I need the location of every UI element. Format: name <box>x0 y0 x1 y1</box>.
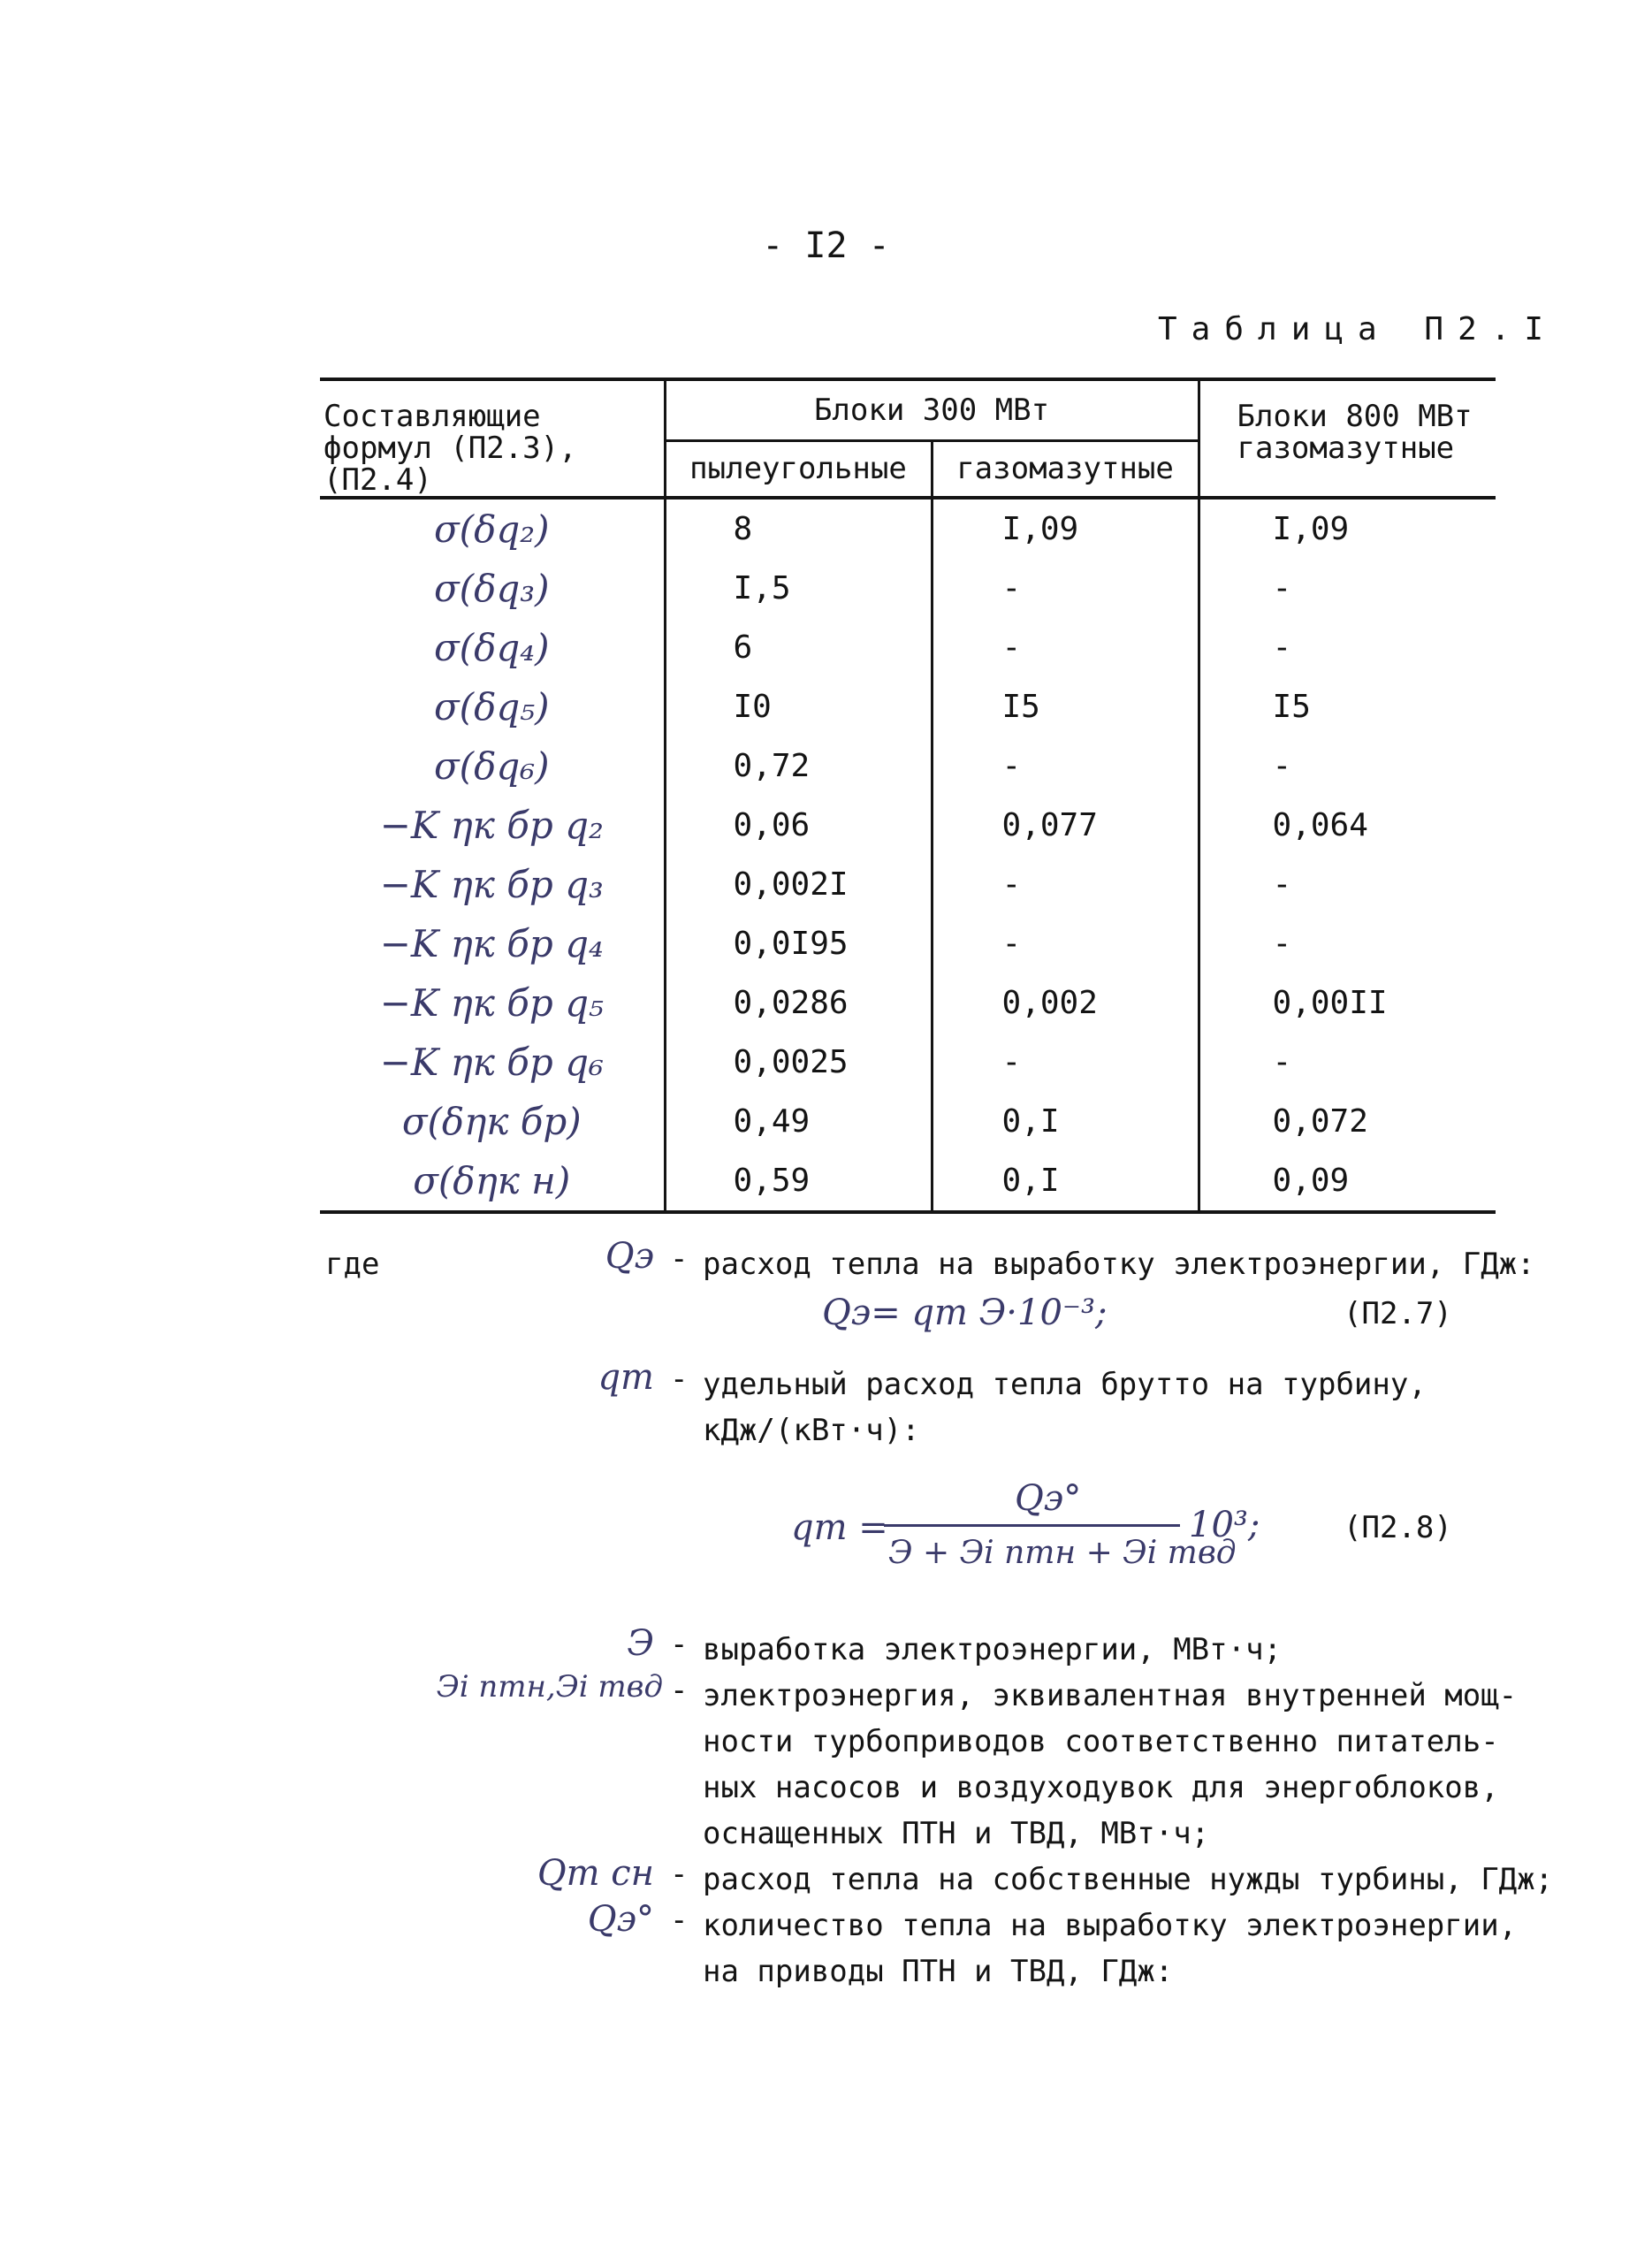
e-symbol: Э <box>627 1623 654 1664</box>
coal-value-cell: 0,59 <box>665 1151 932 1212</box>
component-cell: −K ηк бр q₂ <box>379 804 604 847</box>
component-cell: σ(δq₆) <box>434 744 550 788</box>
gas300-value-cell: - <box>932 914 1199 973</box>
gas800-value-cell: 0,09 <box>1199 1151 1496 1212</box>
table-row <box>320 973 1496 1033</box>
ei-description-line3: ных насосов и воздуходувок для энергоблоков, <box>703 1770 1499 1805</box>
page-number: - I2 - <box>762 225 890 266</box>
gas800-value-cell: - <box>1199 618 1496 677</box>
gas300-value-cell: 0,I <box>932 1092 1199 1151</box>
q-t-symbol: qт <box>598 1357 654 1398</box>
table-row <box>320 914 1496 973</box>
gas800-value-cell: I,09 <box>1199 498 1496 559</box>
ei-description-line4: оснащенных ПТН и ТВД, МВт·ч; <box>703 1816 1210 1851</box>
q-cn-symbol: Qт сн <box>537 1853 654 1894</box>
gas300-value-cell: 0,002 <box>932 973 1199 1033</box>
gas300-value-cell: - <box>932 618 1199 677</box>
q-cn-description: расход тепла на собственные нужды турбины, ГДж; <box>703 1862 1554 1897</box>
dash: - <box>670 1361 689 1397</box>
component-cell: σ(δηк бр) <box>401 1100 582 1143</box>
header-gas: газомазутные <box>932 440 1199 498</box>
formula-p2-8-number: (П2.8) <box>1344 1510 1452 1545</box>
formula-p2-7-number: (П2.7) <box>1344 1296 1452 1331</box>
dash: - <box>670 1627 689 1662</box>
table-row <box>320 1151 1496 1212</box>
q-zero-description-line2: на приводы ПТН и ТВД, ГДж: <box>703 1954 1174 1989</box>
dash: - <box>670 1673 689 1708</box>
e-description: выработка электроэнергии, МВт·ч; <box>703 1632 1283 1667</box>
coal-value-cell: 0,002I <box>665 855 932 914</box>
data-table <box>320 378 1496 1214</box>
gas800-value-cell: - <box>1199 559 1496 618</box>
gas300-value-cell: 0,I <box>932 1151 1199 1212</box>
table-row <box>320 1033 1496 1092</box>
gas800-value-cell: - <box>1199 736 1496 796</box>
coal-value-cell: 0,0286 <box>665 973 932 1033</box>
gas300-value-cell: - <box>932 1033 1199 1092</box>
ei-description-line2: ности турбоприводов соответственно питатель- <box>703 1724 1499 1759</box>
gas800-value-cell: 0,064 <box>1199 796 1496 855</box>
table-caption: Таблица П2.I <box>1158 311 1558 347</box>
gas300-value-cell: - <box>932 559 1199 618</box>
q-e-description: расход тепла на выработку электроэнергии, ГДж: <box>703 1247 1535 1282</box>
component-cell: σ(δq₅) <box>434 685 550 728</box>
formula-p2-8-lhs: qт = <box>791 1507 888 1548</box>
table-row <box>320 796 1496 855</box>
formula-p2-8-numerator: Qэ° <box>1015 1478 1082 1519</box>
component-cell: −K ηк бр q₄ <box>379 922 604 965</box>
q-e-symbol: Qэ <box>605 1236 654 1277</box>
gas300-value-cell: - <box>932 855 1199 914</box>
where-label: где <box>325 1247 380 1282</box>
component-cell: σ(δq₄) <box>434 626 550 669</box>
gas300-value-cell: I5 <box>932 677 1199 736</box>
gas800-value-cell: - <box>1199 855 1496 914</box>
coal-value-cell: 0,06 <box>665 796 932 855</box>
dash: - <box>670 1241 689 1277</box>
component-cell: σ(δq₃) <box>434 567 550 610</box>
table-row <box>320 498 1496 559</box>
header-coal: пылеугольные <box>665 440 932 498</box>
table-row <box>320 618 1496 677</box>
formula-p2-8-multiplier: 10³; <box>1189 1505 1260 1545</box>
dash: - <box>670 1857 689 1892</box>
component-cell: −K ηк бр q₆ <box>379 1041 604 1084</box>
coal-value-cell: I0 <box>665 677 932 736</box>
gas300-value-cell: - <box>932 736 1199 796</box>
ei-description-line1: электроэнергия, эквивалентная внутренней мощ- <box>703 1678 1518 1713</box>
gas300-value-cell: 0,077 <box>932 796 1199 855</box>
coal-value-cell: 0,49 <box>665 1092 932 1151</box>
q-t-description-line2: кДж/(кВт·ч): <box>703 1413 920 1448</box>
formula-p2-8-denominator: Э + Эi птн + Эi твд <box>888 1535 1237 1571</box>
gas300-value-cell: I,09 <box>932 498 1199 559</box>
gas800-value-cell: - <box>1199 1033 1496 1092</box>
table-row <box>320 855 1496 914</box>
component-cell: σ(δηк н) <box>413 1159 571 1202</box>
coal-value-cell: 0,0I95 <box>665 914 932 973</box>
gas800-value-cell: I5 <box>1199 677 1496 736</box>
component-cell: σ(δq₂) <box>434 507 550 551</box>
header-components: Составляющие формул (П2.3), (П2.4) <box>320 379 665 498</box>
coal-value-cell: I,5 <box>665 559 932 618</box>
coal-value-cell: 8 <box>665 498 932 559</box>
table-body <box>320 498 1496 1212</box>
dash: - <box>670 1903 689 1938</box>
q-t-description-line1: удельный расход тепла брутто на турбину, <box>703 1367 1427 1402</box>
component-cell: −K ηк бр q₃ <box>379 863 604 906</box>
q-zero-symbol: Qэ° <box>587 1899 654 1940</box>
gas800-value-cell: 0,00II <box>1199 973 1496 1033</box>
gas800-value-cell: - <box>1199 914 1496 973</box>
component-cell: −K ηк бр q₅ <box>379 981 604 1025</box>
table-row <box>320 1092 1496 1151</box>
coal-value-cell: 6 <box>665 618 932 677</box>
header-group-300: Блоки 300 МВт <box>665 379 1199 440</box>
table-row <box>320 677 1496 736</box>
formula-p2-7: Qэ= qт Э·10⁻³; <box>822 1293 1108 1333</box>
header-group-800: Блоки 800 МВт газомазутные <box>1199 379 1496 498</box>
table-row <box>320 559 1496 618</box>
fraction-bar <box>884 1524 1180 1527</box>
coal-value-cell: 0,0025 <box>665 1033 932 1092</box>
table-row <box>320 736 1496 796</box>
coal-value-cell: 0,72 <box>665 736 932 796</box>
gas800-value-cell: 0,072 <box>1199 1092 1496 1151</box>
ei-symbol: Эi птн,Эi твд <box>436 1669 663 1705</box>
q-zero-description-line1: количество тепла на выработку электроэнергии, <box>703 1908 1518 1943</box>
